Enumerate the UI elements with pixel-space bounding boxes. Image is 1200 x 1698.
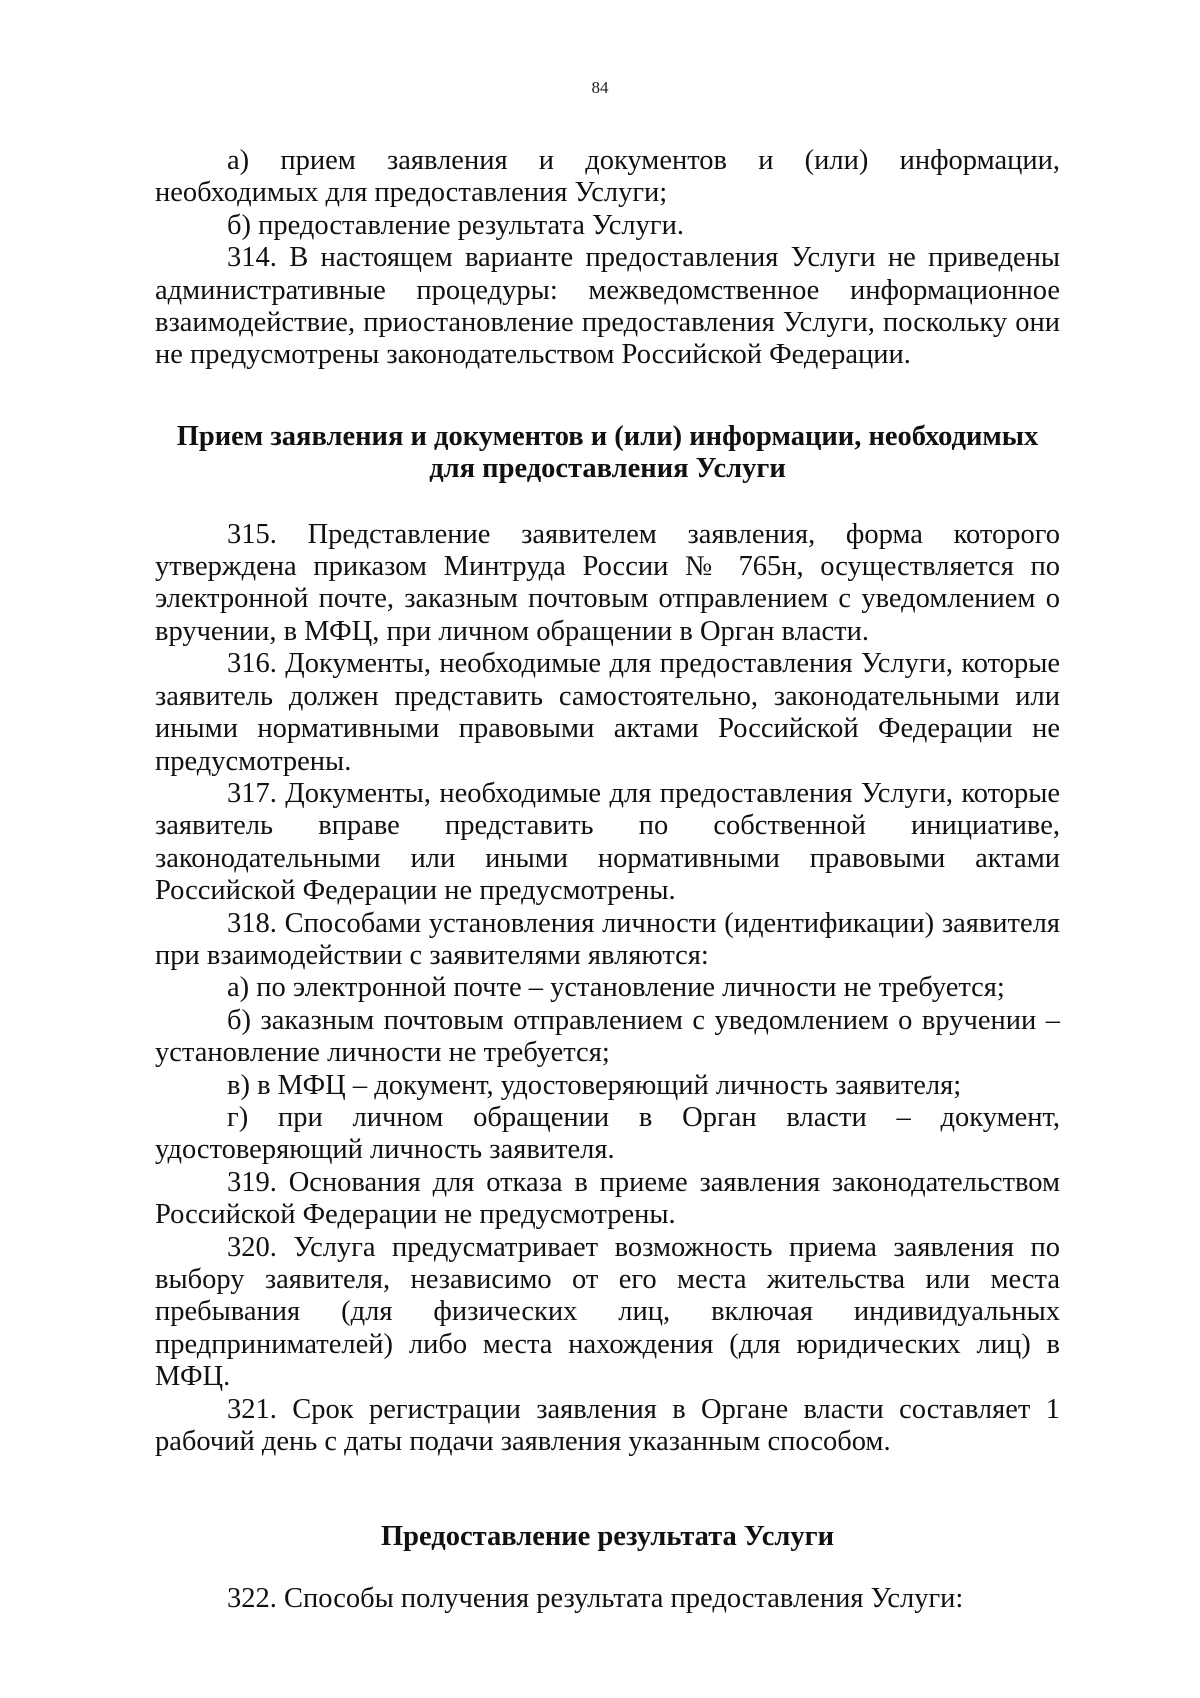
paragraph-318-a: а) по электронной почте – установление личности не требуется; <box>227 972 1005 1004</box>
paragraph-item-a: а) прием заявления и документов и (или) информации, необходимых для предоставления Услуги; <box>155 145 1060 209</box>
page-number: 84 <box>591 78 609 97</box>
paragraph-318-g: г) при личном обращении в Орган власти – документ, удостоверяющий личность заявителя. <box>155 1101 1060 1166</box>
section-heading-application: Прием заявления и документов и (или) информации, необходимых для предоставления Услуги <box>176 420 1039 485</box>
paragraph-318: 318. Способами установления личности (идентификации) заявителя при взаимодействии с заявителями являются: <box>155 907 1060 971</box>
paragraph-316: 316. Документы, необходимые для предоставления Услуги, которые заявитель должен представить самостоятельно, законодательными или иными нормативными правовыми актами Российской Федерации не предусмотрены. <box>155 648 1060 777</box>
paragraph-314: 314. В настоящем варианте предоставления Услуги не приведены административные процедуры: межведомственное информационное взаимодействие, приостановление предоставления Услуги, поскольку они не предусмотрены законодательством Российской Федерации. <box>155 242 1060 371</box>
paragraph-315: 315. Представление заявителем заявления, форма которого утверждена приказом Минтруда России № 765н, осуществляется по электронной почте, заказным почтовым отправлением с уведомлением о вручении, в МФЦ, при личном обращении в Орган власти. <box>155 518 1060 647</box>
section-heading-result: Предоставление результата Услуги <box>380 1521 835 1553</box>
paragraph-318-b: б) заказным почтовым отправлением с уведомлением о вручении – установление личности не требуется; <box>155 1004 1060 1069</box>
paragraph-item-b: б) предоставление результата Услуги. <box>227 209 684 241</box>
paragraph-319: 319. Основания для отказа в приеме заявления законодательством Российской Федерации не предусмотрены. <box>155 1166 1060 1231</box>
paragraph-317: 317. Документы, необходимые для предоставления Услуги, которые заявитель вправе представить по собственной инициативе, законодательными или иными нормативными правовыми актами Российской Федерации не предусмотрены. <box>155 777 1060 907</box>
document-body <box>155 145 1060 1615</box>
paragraph-320: 320. Услуга предусматривает возможность приема заявления по выбору заявителя, независимо от его места жительства или места пребывания (для физических лиц, включая индивидуальных предпринимателей) либо места нахождения (для юридических лиц) в МФЦ. <box>155 1231 1060 1393</box>
paragraph-322: 322. Способы получения результата предоставления Услуги: <box>227 1582 964 1614</box>
paragraph-321: 321. Срок регистрации заявления в Органе власти составляет 1 рабочий день с даты подачи заявления указанным способом. <box>155 1393 1060 1458</box>
paragraph-318-v: в) в МФЦ – документ, удостоверяющий личность заявителя; <box>227 1069 962 1101</box>
